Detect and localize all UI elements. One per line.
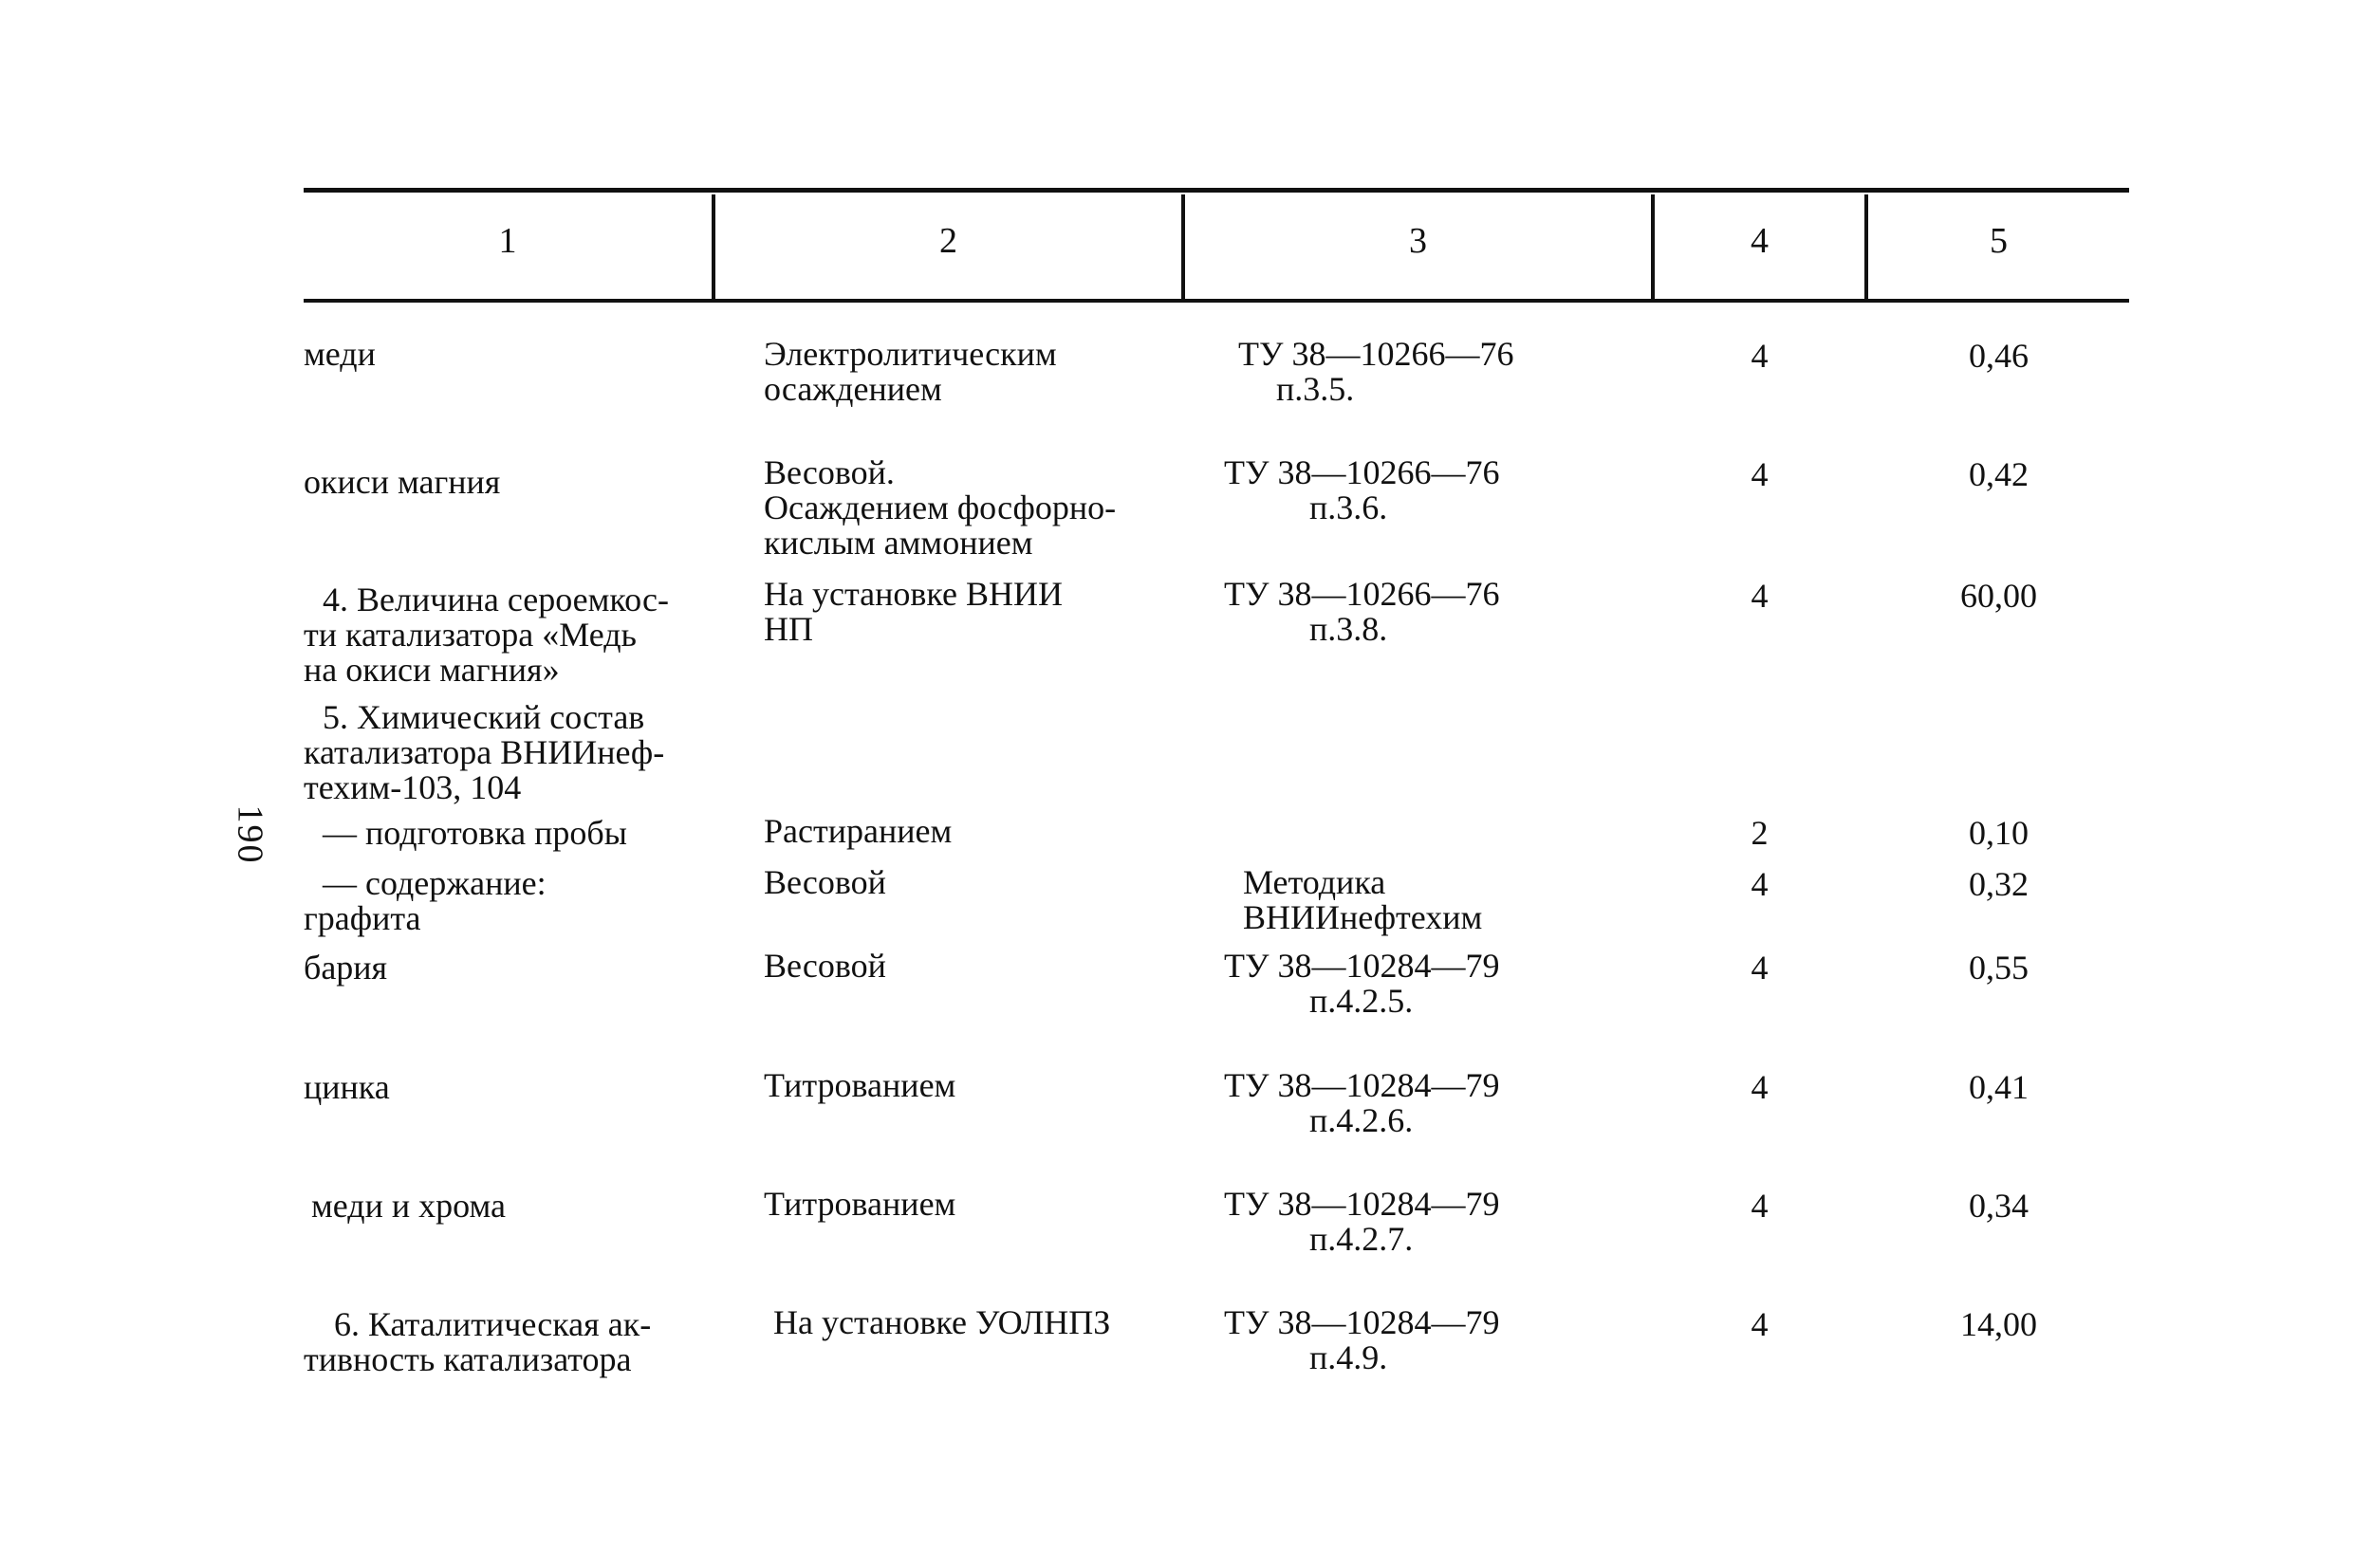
value-cell: 0,46 [1969,337,2029,375]
value-cell: 0,10 [1969,814,2029,852]
cell-text: Электролитическим [764,335,1057,373]
cell-text: меди и хрома [311,1187,506,1225]
table-row-label [304,1307,712,1377]
value-cell: 14,00 [1960,1305,2037,1343]
column-header-4: 4 [1751,221,1769,261]
column-header-1: 1 [498,221,517,261]
cell-text: 4. Величина сероемкос- [323,581,669,618]
cell-text: Титрованием [764,1185,956,1223]
count-cell: 4 [1751,1187,1769,1225]
count-cell: 2 [1751,814,1769,852]
cell-text: НП [764,610,813,648]
table-header-rule [304,299,2129,303]
count-cell: 4 [1751,1305,1769,1343]
cell-text: ТУ 38—10266—76 [1224,453,1500,491]
cell-text: п.4.2.7. [1309,1220,1414,1258]
cell-text: — содержание: [323,864,547,902]
cell-text: катализатора ВНИИнеф- [304,733,665,771]
method-cell [764,1068,1172,1103]
cell-text: — подготовка пробы [323,814,627,852]
cell-text: п.4.9. [1309,1338,1388,1376]
cell-text: 5. Химический состав [323,698,645,736]
cell-text: бария [304,949,388,987]
cell-text: На установке ВНИИ [764,575,1063,613]
method-cell [764,1187,1172,1222]
cell-text: ТУ 38—10266—76 [1224,575,1500,613]
value-cell: 0,41 [1969,1068,2029,1106]
cell-text: ТУ 38—10284—79 [1224,947,1500,985]
cell-text: Весовой [764,863,886,901]
reference-cell [1224,1187,1622,1257]
cell-text: ТУ 38—10284—79 [1224,1066,1500,1104]
cell-text: ТУ 38—10284—79 [1224,1303,1500,1341]
count-cell: 4 [1751,455,1769,493]
cell-text: окиси магния [304,463,501,501]
method-cell [764,865,1172,900]
method-cell [764,455,1172,561]
count-cell: 4 [1751,1068,1769,1106]
value-cell: 0,34 [1969,1187,2029,1225]
reference-cell [1243,865,1641,935]
cell-text: п.3.6. [1309,489,1388,526]
count-cell: 4 [1751,865,1769,903]
table-row-label [311,1189,719,1224]
cell-text: графита [304,899,421,937]
reference-cell [1224,1068,1622,1138]
cell-text: кислым аммонием [764,524,1033,562]
value-cell: 60,00 [1960,577,2037,615]
cell-text: ти катализатора «Медь [304,616,637,654]
cell-text: на окиси магния» [304,651,560,689]
value-cell: 0,32 [1969,865,2029,903]
table-row-label [304,866,712,936]
value-cell: 0,55 [1969,949,2029,987]
column-header-5: 5 [1990,221,2008,261]
cell-text: цинка [304,1068,390,1106]
table-row-label [304,816,712,851]
cell-text: п.3.5. [1276,370,1355,408]
reference-cell [1224,577,1622,647]
table-row-label [304,582,712,688]
table-row-label [304,1070,712,1105]
reference-cell [1238,337,1637,407]
cell-text: 6. Каталитическая ак- [334,1305,652,1343]
reference-cell [1224,455,1622,526]
cell-text: п.3.8. [1309,610,1388,648]
method-cell [764,577,1172,647]
cell-text: тивность катализатора [304,1340,632,1378]
cell-text: меди [304,335,376,373]
cell-text: осаждением [764,370,942,408]
count-cell: 4 [1751,337,1769,375]
table-row-label [304,950,712,986]
cell-text: На установке УОЛНПЗ [773,1303,1111,1341]
value-cell: 0,42 [1969,455,2029,493]
cell-text: Осаждением фосфорно- [764,489,1117,526]
cell-text: Растиранием [764,812,953,850]
reference-cell [1224,949,1622,1019]
method-cell [764,814,1172,849]
table-row-label [304,465,712,500]
cell-text: п.4.2.5. [1309,982,1414,1020]
page-number: 190 [230,804,270,865]
method-cell [773,1305,1181,1340]
cell-text: ВНИИнефтехим [1243,898,1483,936]
cell-text: Весовой. [764,453,895,491]
count-cell: 4 [1751,577,1769,615]
cell-text: Титрованием [764,1066,956,1104]
method-cell [764,949,1172,984]
column-header-3: 3 [1409,221,1427,261]
cell-text: ТУ 38—10284—79 [1224,1185,1500,1223]
cell-text: Весовой [764,947,886,985]
method-cell [764,337,1172,407]
cell-text: Методика [1243,863,1386,901]
table-row-label [304,337,712,372]
column-header-2: 2 [939,221,957,261]
reference-cell [1224,1305,1622,1375]
cell-text: п.4.2.6. [1309,1101,1414,1139]
count-cell: 4 [1751,949,1769,987]
cell-text: ТУ 38—10266—76 [1238,335,1514,373]
cell-text: техим-103, 104 [304,768,522,806]
table-top-rule [304,188,2129,193]
table-row-label [304,700,712,805]
